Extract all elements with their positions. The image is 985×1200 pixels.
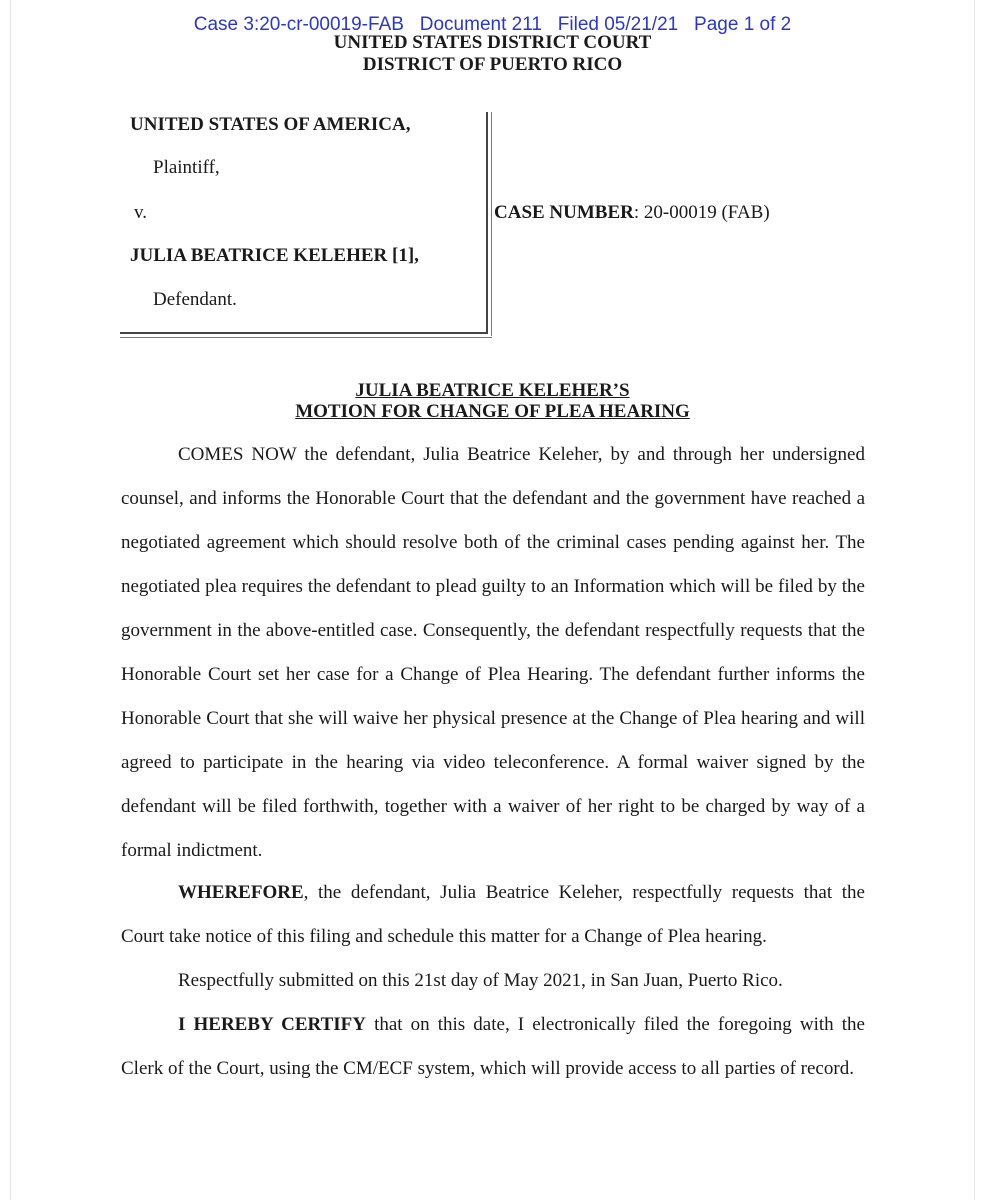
motion-title-line-2: MOTION FOR CHANGE OF PLEA HEARING — [295, 401, 690, 422]
wherefore-text: , the defendant, Julia Beatrice Keleher, respectfully requests that the Court take notice of this filing and schedule this matter for a Change of Plea hearing. — [121, 882, 865, 947]
court-name: UNITED STATES DISTRICT COURT — [333, 32, 652, 53]
plaintiff-name: UNITED STATES OF AMERICA, — [130, 114, 411, 135]
case-number — [494, 202, 770, 224]
ecf-page-count: Page 1 of 2 — [694, 14, 792, 35]
defendant-name: JULIA BEATRICE KELEHER [1], — [130, 245, 419, 266]
wherefore-paragraph — [121, 871, 865, 959]
case-caption-box — [120, 112, 488, 334]
ecf-filed-date: Filed 05/21/21 — [557, 14, 679, 35]
court-district: DISTRICT OF PUERTO RICO — [362, 54, 623, 75]
certify-lead: I HEREBY CERTIFY — [178, 1014, 366, 1035]
page-edge-left — [10, 0, 11, 1200]
wherefore-lead: WHEREFORE — [178, 882, 304, 903]
plaintiff-label: Plaintiff, — [153, 157, 220, 178]
ecf-case-number: Case 3:20-cr-00019-FAB — [193, 14, 404, 35]
case-number-label: CASE NUMBER — [494, 202, 634, 223]
defendant-label: Defendant. — [153, 289, 237, 310]
motion-title-line-1: JULIA BEATRICE KELEHER’S — [355, 380, 630, 401]
page-edge-right — [974, 0, 975, 1200]
submitted-paragraph: Respectfully submitted on this 21st day of May 2021, in San Juan, Puerto Rico. — [178, 970, 783, 991]
certify-text: that on this date, I electronically filed the foregoing with the Clerk of the Court, using the CM/ECF system, which will provide access to all parties of record. — [121, 1014, 865, 1079]
versus-label: v. — [134, 202, 148, 223]
comes-now-paragraph: COMES NOW the defendant, Julia Beatrice Keleher, by and through her undersigned counsel, and informs the Honorable Court that the defendant and the government have reached a negotiated agreement which should resolve both of the criminal cases pending against her. The negotiated plea requires the defendant to plead guilty to an Information which will be filed by the government in the above-entitled case. Consequently, the defendant respectfully requests that the Honorable Court set her case for a Change of Plea Hearing. The defendant further informs the Honorable Court that she will waive her physical presence at the Change of Plea hearing and will agreed to participate in the hearing via video teleconference. A formal waiver signed by the defendant will be filed forthwith, together with a waiver of her right to be charged by way of a formal indictment. — [121, 444, 865, 861]
ecf-document-number: Document 211 — [419, 14, 542, 35]
case-number-value: : 20-00019 (FAB) — [633, 202, 770, 223]
certify-paragraph — [121, 1003, 865, 1091]
